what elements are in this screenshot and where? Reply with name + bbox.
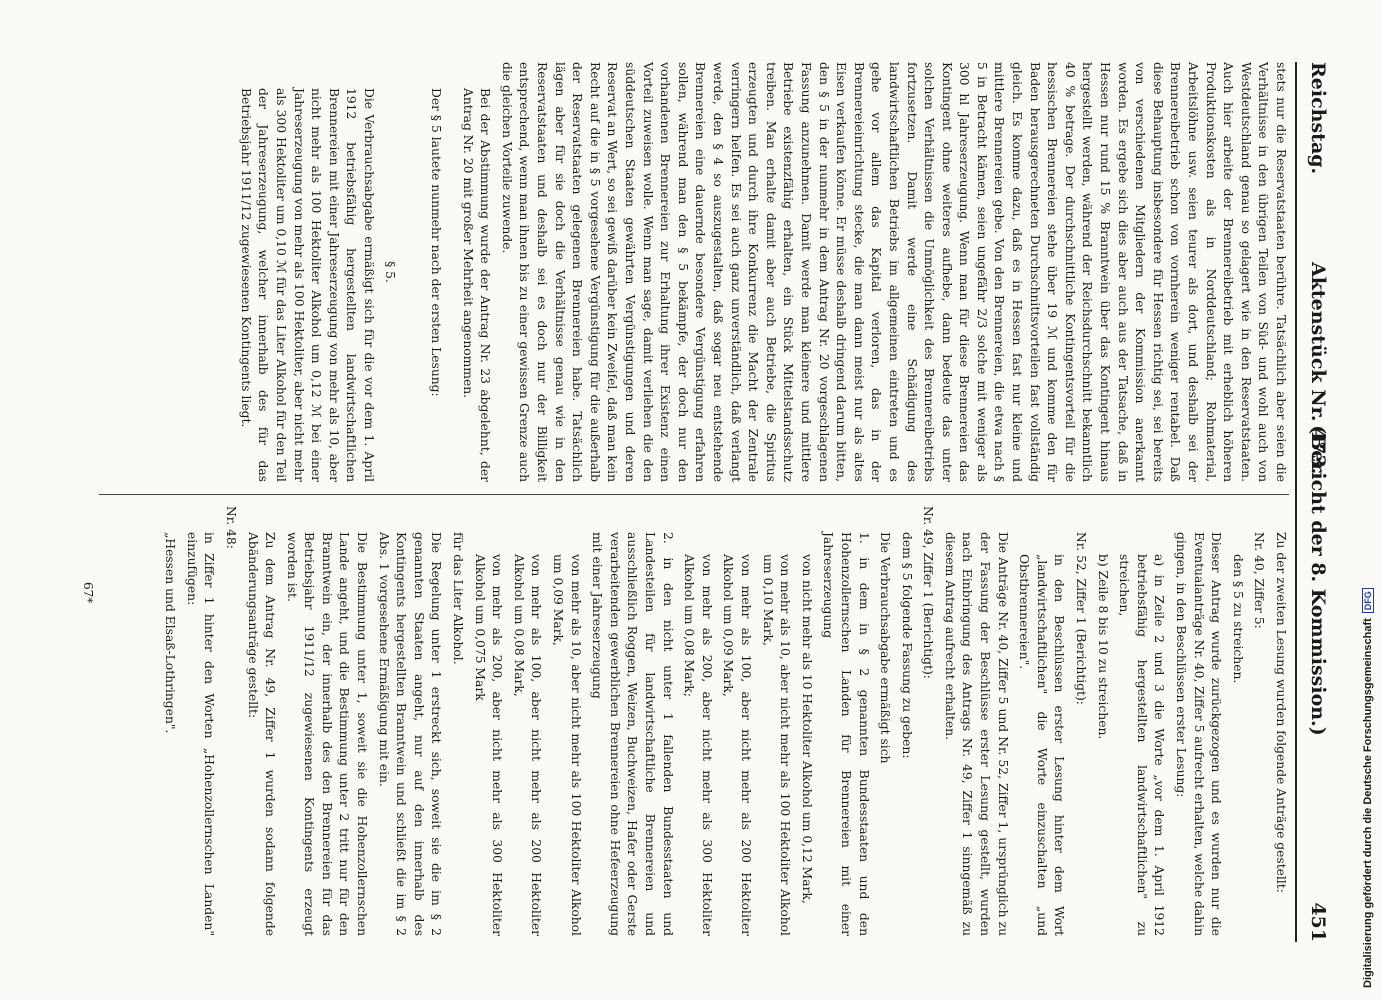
paragraph: stets nur die Reservatstaaten berühre. Tatsächlich aber seien die Verhältnisse in den übrigen Teilen von Süd- und wohl auch von Westdeutschland genau so gelagert wie in den Reservatstaaten. Auch hier arbeite der Brennereibetrieb mit erheblich höheren Produktionskosten als in Norddeutschland; Rohmaterial, Arbeitslöhne usw. seien teurer als dort, und deshalb sei der Brennereibetrieb schon von vornherein weniger rentabel. Daß diese Behauptung insbesondere für Hessen richtig sei, sei bereits von verschiedenen Mitgliedern der Kommission anerkannt worden. Es ergebe sich dies aber auch aus der Tatsache, daß in Hessen nur rund 15 % Branntwein über das Kontingent hinaus hergestellt werden, während der Reichsdurchschnitt bekanntlich 40 % betrage. Der durchschnittliche Kontingentsvorteil für die hessischen Brennereien stehe über 19 ℳ und komme den für Baden herausgerechneten Durchschnittsvorteilen fast vollständig gleich. Es komme dazu, daß es in Hessen fast nur kleine und mittlere Brennereien gebe. Von den Brennereien, die etwa nach § 5 in Betracht kämen, seien ungefähr 2/3 solche mit weniger als 300 hl Jahreserzeugung. Wenn man für diese Brennereien das Kontingent ohne weiteres aufhebe, dann bedeute das unter solchen Verhältnissen die Unmöglichkeit des Brennereibetriebs fortzusetzen. Damit werde eine Schädigung des landwirtschaftlichen Betriebs im allgemeinen eintreten und es gehe vor allem das Kapital verloren, das in der Brennereieinrichtung stecke, die man dann meist nur als altes Eisen verkaufen könne. Er müsse deshalb dringend darum bitten, den § 5 in der nunmehr in dem Antrag Nr. 20 vorgeschlagenen Fassung anzunehmen. Damit werde man kleinere und mittlere Betriebe existenzfähig erhalten, ein Stück Mittelstandsschutz treiben. Man erhalte damit aber auch Betriebe, die Spiritus erzeugten und durch ihre Konkurrenz die Macht der Zentrale verringern helfen. Es sei auch ganz unverständlich, daß verlangt werde, den § 4 so auszugestalten, daß sogar neu entstehende Brennereien eine dauernde besondere Vergünstigung erfahren sollen, während man den § 5 bekämpfe, der doch nur den vorhandenen Brennereien zur Erhaltung ihrer Existenz einen Vorteil zuweisen wolle. Wenn man sage, damit verliehen die den süddeutschen Staaten gewährten Vergünstigungen und deren Reservat an Wert, so sei gewiß darüber kein Zweifel, daß man kein Recht auf die in § 5 vorgesehene Vergünstigung für die außerhalb der Reservatstaaten gelegenen Brennereien habe. Tatsächlich lägen aber für sie doch die Verhältnisse genau wie in den Reservatstaaten und deshalb sei es doch nur der Billigkeit entsprechend, wenn man ihnen bis zu einer gewissen Grenze auch die gleichen Vorteile zuwende. [499, 62, 1288, 482]
paragraph: Die Anträge Nr. 40, Ziffer 5 und Nr. 52, Ziffer 1, ursprünglich zu der Fassung der Beschlüsse erster Lesung gestellt, wurden nach Einbringung des Antrags Nr. 49, Ziffer 1 sinngemäß zu diesem Antrag aufrecht erhalten. [942, 532, 1010, 936]
item-label: Nr. 40, Ziffer 5: [1252, 532, 1267, 629]
sheet-signature: 67* [81, 582, 95, 604]
paragraph: b) Zeile 8 bis 10 zu streichen. [1095, 554, 1110, 740]
paragraph: von nicht mehr als 10 Hektoliter Alkohol um 0,12 Mark, [799, 554, 814, 904]
paragraph: Der § 5 lautete nunmehr nach der ersten Lesung: [429, 88, 444, 397]
paragraph: Dieser Antrag wurde zurückgezogen und es wurden nur die Eventualanträge Nr. 40, Ziffer 5 aufrecht erhalten, welche dahin gingen, in den Beschlüssen erster Lesung: [1174, 532, 1224, 936]
right-column [157, 506, 1289, 936]
footer-text: Digitalisierung gefördert durch die Deutsche Forschungsgemeinschaft [1362, 618, 1374, 988]
paragraph: Die Verbrauchsabgabe ermäßigt sich [878, 532, 893, 764]
rotated-page [45, 62, 1335, 942]
column-divider [99, 494, 1289, 495]
paragraph: 1. in dem in § 2 genannten Bundesstaaten und den Hohenzollernschen Landen für Brennereien mit einer Jahreserzeugung [821, 532, 871, 936]
dfg-logo-icon: DFG [1362, 588, 1374, 613]
item-label: Nr. 49, Ziffer 1 (Berichtigt): [921, 506, 936, 679]
paragraph: von mehr als 10, aber nicht mehr als 100 Hektoliter Alkohol um 0,10 Mark, [760, 554, 793, 936]
paragraph: von mehr als 100, aber nicht mehr als 200 Hektoliter Alkohol um 0,09 Mark, [721, 554, 753, 936]
header-left: Reichstag. [1307, 62, 1329, 175]
header-commission: (Bericht der 8. Kommission.) [1307, 425, 1329, 736]
header-rule [1295, 62, 1297, 942]
paragraph: den § 5 zu streichen. [1230, 554, 1245, 684]
page-header [1299, 62, 1335, 942]
section-heading: § 5. [383, 261, 398, 283]
item-label: Nr. 48: [223, 506, 238, 549]
paragraph: Zu dem Antrag Nr. 49, Ziffer 1 wurden sodann folgende Abänderungsanträge gestellt: [245, 532, 278, 936]
paragraph: von mehr als 200, aber nicht mehr als 300 Hektoliter Alkohol um 0,075 Mark [472, 554, 505, 936]
header-right [1307, 425, 1329, 942]
paragraph: von mehr als 100, aber nicht mehr als 200 Hektoliter Alkohol um 0,08 Mark, [511, 554, 544, 936]
paragraph: dem § 5 folgende Fassung zu geben: [899, 532, 914, 759]
paragraph: Bei der Abstimmung wurde der Antrag Nr. 23 abgelehnt, der Antrag Nr. 20 mit großer Mehrheit angenommen. [460, 88, 493, 482]
paragraph: in den Beschlüssen erster Lesung hinter dem Wort „landwirtschaftlichen" die Worte einzuschalten „und Obstbrennereien". [1017, 554, 1067, 936]
paragraph: 2. in den nicht unter 1 fallenden Bundesstaaten und Landesteilen für landwirtschaftliche Brennereien und ausschließlich Roggen, Weizen, Buchweizen, Hafer oder Gerste verarbeitenden gewerblichen Brennereien ohne Hefeerzeugung mit einer Jahreserzeugung [590, 532, 675, 936]
paragraph: Zu der zweiten Lesung wurden folgende Anträge gestellt: [1274, 532, 1288, 893]
paragraph: von mehr als 10, aber nicht mehr als 100 Hektoliter Alkohol um 0,09 Mark, [551, 554, 583, 936]
paragraph: von mehr als 200, aber nicht mehr als 300 Hektoliter Alkohol um 0,08 Mark; [682, 554, 714, 936]
paragraph: „Hessen und Elsaß-Lothringen". [163, 532, 178, 734]
page-number: 451 [1307, 902, 1329, 942]
paragraph: a) in Zeile 2 und 3 die Worte „vor dem 1. April 1912 betriebsfähig hergestellten landwirtschaftlichen" zu streichen, [1117, 554, 1167, 936]
paragraph: für das Liter Alkohol. [451, 532, 466, 665]
item-label: Nr. 52, Ziffer 1 (Berichtigt): [1074, 532, 1089, 705]
paragraph: Die Regelung unter 1 erstreckt sich, soweit sie die im § 2 genannten Staaten angeht, nur auf den innerhalb des Kontingents hergestellten Branntwein und schließt die im § 2 Abs. 1 vorgesehene Ermäßigung mit ein. [376, 532, 444, 936]
paragraph: in Ziffer 1 hinter den Worten „Hohenzollernschen Landen" einzufügen: [184, 532, 217, 936]
paragraph: Die Verbrauchsabgabe ermäßigt sich für die vor dem 1. April 1912 betriebsfähig hergestellten landwirtschaftlichen Brennereien mit einer Jahreserzeugung von mehr als 10, aber nicht mehr als 100 Hektoliter Alkohol um 0,12 ℳ bei einer Jahreserzeugung von mehr als 100 Hektoliter, aber nicht mehr als 300 Hektoliter um 0,10 ℳ für das Liter Alkohol für den Teil der Jahreserzeugung, welcher innerhalb des für das Betriebsjahr 1911/12 zugewiesenen Kontingents liegt. [238, 88, 376, 482]
left-column [232, 62, 1289, 482]
paragraph: Die Bestimmung unter 1, soweit sie die Hohenzollernschen Lande angeht, und die Bestimmung unter 2 tritt nur für den Branntwein ein, der innerhalb des den Brennereien für das Betriebsjahr 1911/12 zugewiesenen Kontingents erzeugt worden ist. [284, 532, 370, 936]
digitization-footer [1362, 0, 1374, 988]
header-title: Aktenstück Nr. 473. [1307, 262, 1329, 475]
